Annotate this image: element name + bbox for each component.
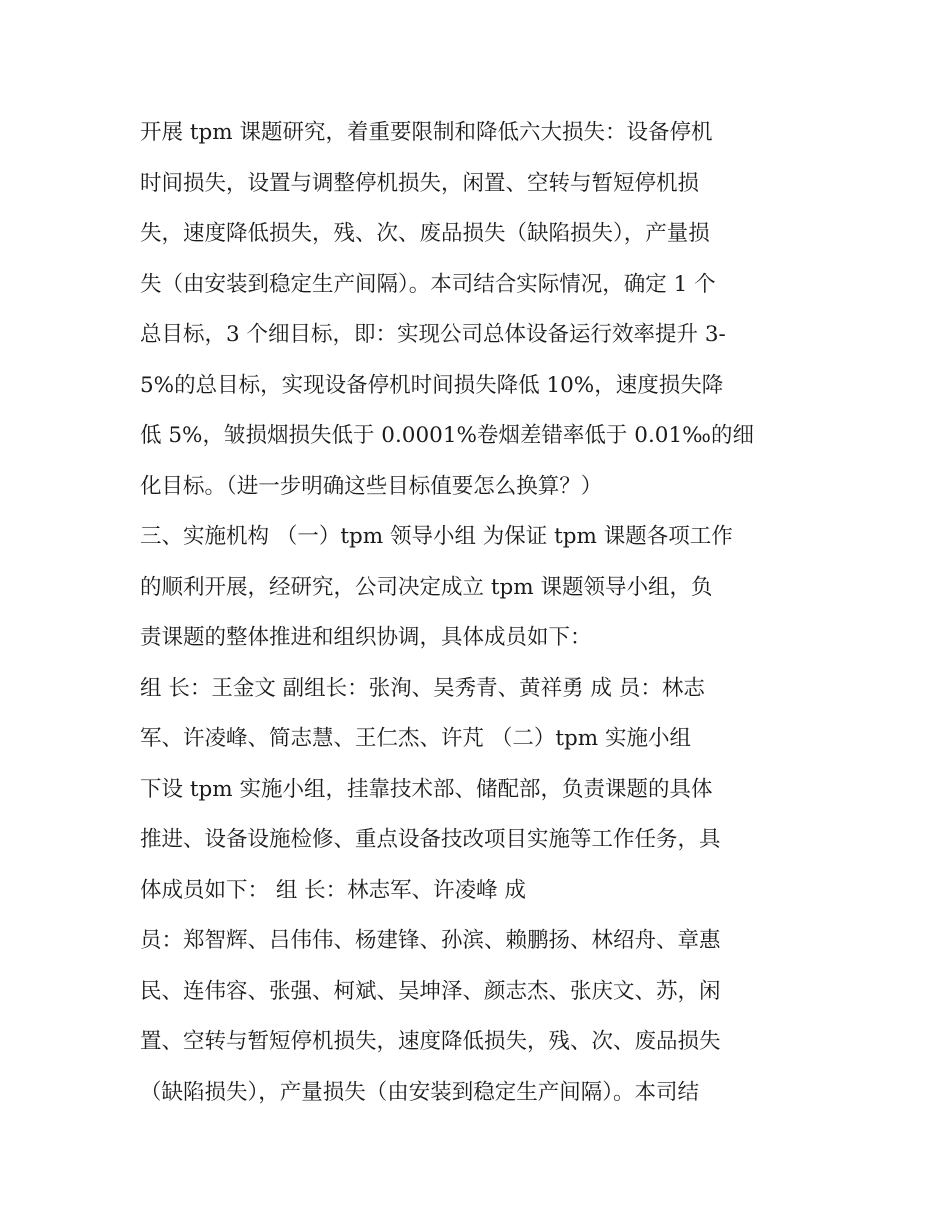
- text-line: 时间损失，设置与调整停机损失，闲置、空转与暂短停机损: [140, 170, 700, 196]
- text-line: 总目标，3 个细目标，即：实现公司总体设备运行效率提升 3-: [140, 322, 726, 347]
- body-text: [140, 108, 830, 1118]
- text-line: 失（由安装到稳定生产间隔）。本司结合实际情况，确定 1 个: [140, 271, 716, 297]
- text-line: 推进、设备设施检修、重点设备技改项目实施等工作任务，具: [140, 827, 721, 852]
- text-line: 三、实施机构 （一）tpm 领导小组 为保证 tpm 课题各项工作: [140, 524, 733, 549]
- text-line: 下设 tpm 实施小组，挂靠技术部、储配部，负责课题的具体: [140, 776, 713, 802]
- text-line: 责课题的整体推进和组织协调，具体成员如下：: [140, 625, 592, 650]
- text-line: 5%的总目标，实现设备停机时间损失降低 10%，速度损失降: [140, 372, 724, 398]
- text-line: 民、连伟容、张强、柯斌、吴坤泽、颜志杰、张庆文、苏，闲: [140, 978, 721, 1004]
- text-line: 体成员如下： 组 长：林志军、许凌峰 成: [140, 877, 527, 903]
- text-line: 军、许凌峰、简志慧、王仁杰、许芃 （二）tpm 实施小组: [140, 726, 691, 751]
- text-line: （缺陷损失），产量损失（由安装到稳定生产间隔）。本司结: [140, 1079, 700, 1105]
- text-line: 化目标。（进一步明确这些目标值要怎么换算？）: [140, 473, 603, 499]
- text-line: 低 5%，皱损烟损失低于 0.0001%卷烟差错率低于 0.01‰的细: [140, 423, 754, 448]
- text-line: 的顺利开展，经研究，公司决定成立 tpm 课题领导小组，负: [140, 574, 713, 600]
- text-line: 开展 tpm 课题研究，着重要限制和降低六大损失：设备停机: [140, 120, 713, 145]
- text-line: 组 长：王金文 副组长：张洵、吴秀青、黄祥勇 成 员：林志: [140, 675, 705, 701]
- text-line: 员：郑智辉、吕伟伟、杨建锋、孙滨、赖鹏扬、林绍舟、章惠: [140, 928, 721, 953]
- text-line: 失，速度降低损失，残、次、废品损失（缺陷损失），产量损: [140, 221, 710, 246]
- text-line: 置、空转与暂短停机损失，速度降低损失，残、次、废品损失: [140, 1029, 721, 1054]
